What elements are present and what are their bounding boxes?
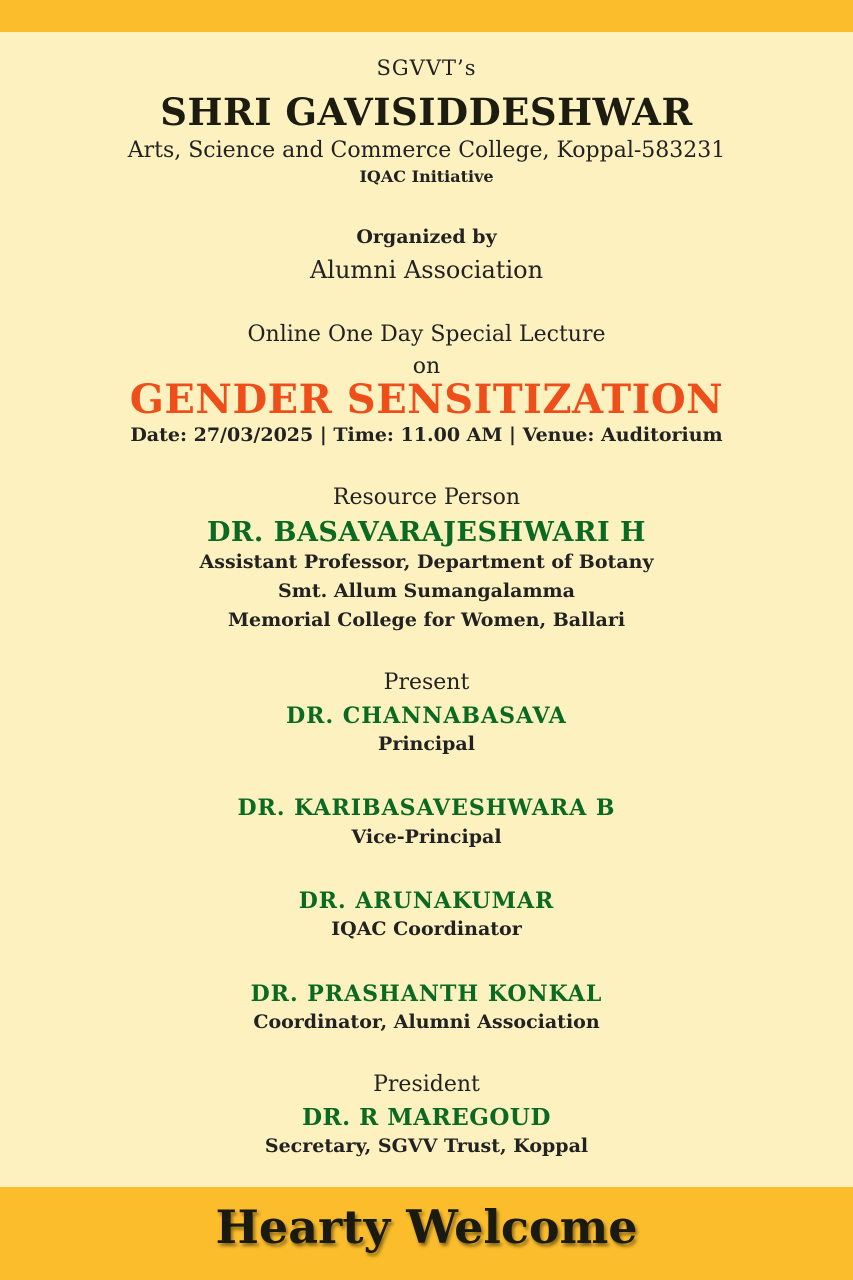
iqac-initiative: IQAC Initiative	[359, 167, 494, 186]
resource-person-label: Resource Person	[332, 485, 521, 510]
hearty-welcome: Hearty Welcome	[215, 1200, 638, 1254]
president-name: DR. R MAREGOUD	[302, 1104, 551, 1131]
event-topic: GENDER SENSITIZATION	[129, 376, 724, 423]
organizer-name: Alumni Association	[309, 256, 544, 284]
present-person-name: DR. ARUNAKUMAR	[298, 888, 555, 914]
present-person-name: DR. PRASHANTH KONKAL	[250, 981, 603, 1007]
event-details: Date: 27/03/2025 | Time: 11.00 AM | Venue: Auditorium	[130, 424, 723, 446]
trust-name: SGVVT’s	[376, 56, 477, 80]
event-connector: on	[412, 354, 441, 379]
event-type: Online One Day Special Lecture	[247, 322, 606, 347]
college-subtitle: Arts, Science and Commerce College, Koppal-583231	[127, 138, 726, 163]
present-label: Present	[383, 670, 470, 695]
resource-person-institution-line2: Memorial College for Women, Ballari	[227, 609, 626, 631]
resource-person-name: DR. BASAVARAJESHWARI H	[207, 517, 646, 548]
present-person-role: Principal	[378, 733, 475, 755]
resource-person-designation: Assistant Professor, Department of Botany	[199, 551, 654, 573]
present-person-name: DR. KARIBASAVESHWARA B	[237, 795, 616, 821]
present-person-role: Vice-Principal	[351, 826, 502, 848]
president-label: President	[373, 1072, 480, 1097]
resource-person-institution-line1: Smt. Allum Sumangalamma	[278, 580, 575, 602]
top-band	[0, 0, 853, 32]
present-person-role: Coordinator, Alumni Association	[253, 1011, 600, 1033]
present-person-role: IQAC Coordinator	[331, 918, 522, 940]
organized-by-label: Organized by	[356, 226, 497, 248]
college-name: SHRI GAVISIDDESHWAR	[160, 90, 693, 134]
present-person-name: DR. CHANNABASAVA	[286, 703, 567, 729]
president-role: Secretary, SGVV Trust, Koppal	[264, 1135, 589, 1157]
